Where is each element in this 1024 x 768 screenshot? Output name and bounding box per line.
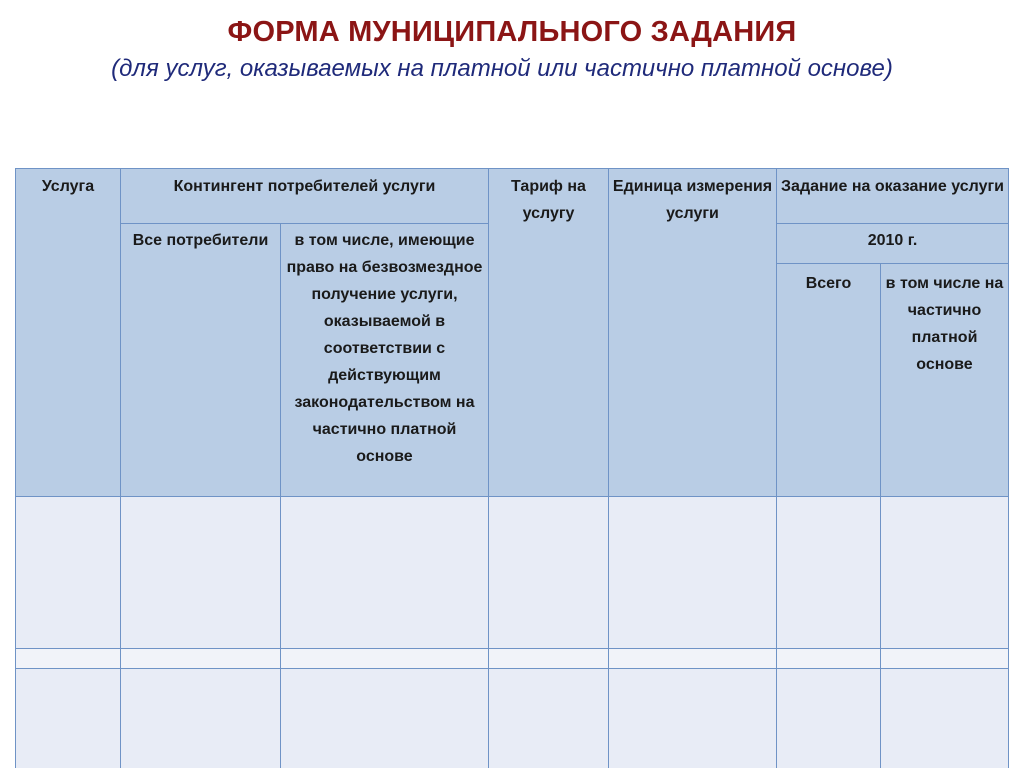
header-total: Всего (777, 264, 881, 497)
table-cell[interactable] (609, 649, 777, 669)
table-cell[interactable] (609, 497, 777, 649)
table-row (16, 669, 1009, 768)
header-unit: Единица измерения услуги (609, 169, 777, 497)
header-year: 2010 г. (777, 224, 1009, 264)
table-row (16, 497, 1009, 649)
table-cell[interactable] (489, 669, 609, 768)
header-partial: в том числе на частично платной основе (881, 264, 1009, 497)
table-cell[interactable] (281, 669, 489, 768)
table-cell[interactable] (777, 669, 881, 768)
table-cell[interactable] (777, 497, 881, 649)
table-cell[interactable] (121, 497, 281, 649)
table-cell[interactable] (881, 649, 1009, 669)
table-cell[interactable] (121, 669, 281, 768)
table-cell[interactable] (16, 649, 121, 669)
header-tariff: Тариф на услугу (489, 169, 609, 497)
table-cell[interactable] (609, 669, 777, 768)
header-service: Услуга (16, 169, 121, 497)
municipal-assignment-form-table (15, 168, 1009, 768)
table-cell[interactable] (777, 649, 881, 669)
table-cell[interactable] (489, 497, 609, 649)
table-cell[interactable] (16, 497, 121, 649)
table-cell[interactable] (881, 497, 1009, 649)
table-cell[interactable] (881, 669, 1009, 768)
table-cell[interactable] (489, 649, 609, 669)
page-title: ФОРМА МУНИЦИПАЛЬНОГО ЗАДАНИЯ (227, 16, 797, 48)
header-contingent: Контингент потребителей услуги (121, 169, 489, 224)
header-including-free: в том числе, имеющие право на безвозмездное получение услуги, оказываемой в соответствии с действующим законодательством на частично платной основе (281, 224, 489, 497)
table-cell[interactable] (281, 497, 489, 649)
table-cell[interactable] (16, 669, 121, 768)
header-assignment: Задание на оказание услуги (777, 169, 1009, 224)
header-row-1 (16, 169, 1009, 224)
table-cell[interactable] (281, 649, 489, 669)
header-all-consumers: Все потребители (121, 224, 281, 497)
page-subtitle: (для услуг, оказываемых на платной или частично платной основе) (111, 55, 893, 82)
table-row (16, 649, 1009, 669)
table-cell[interactable] (121, 649, 281, 669)
